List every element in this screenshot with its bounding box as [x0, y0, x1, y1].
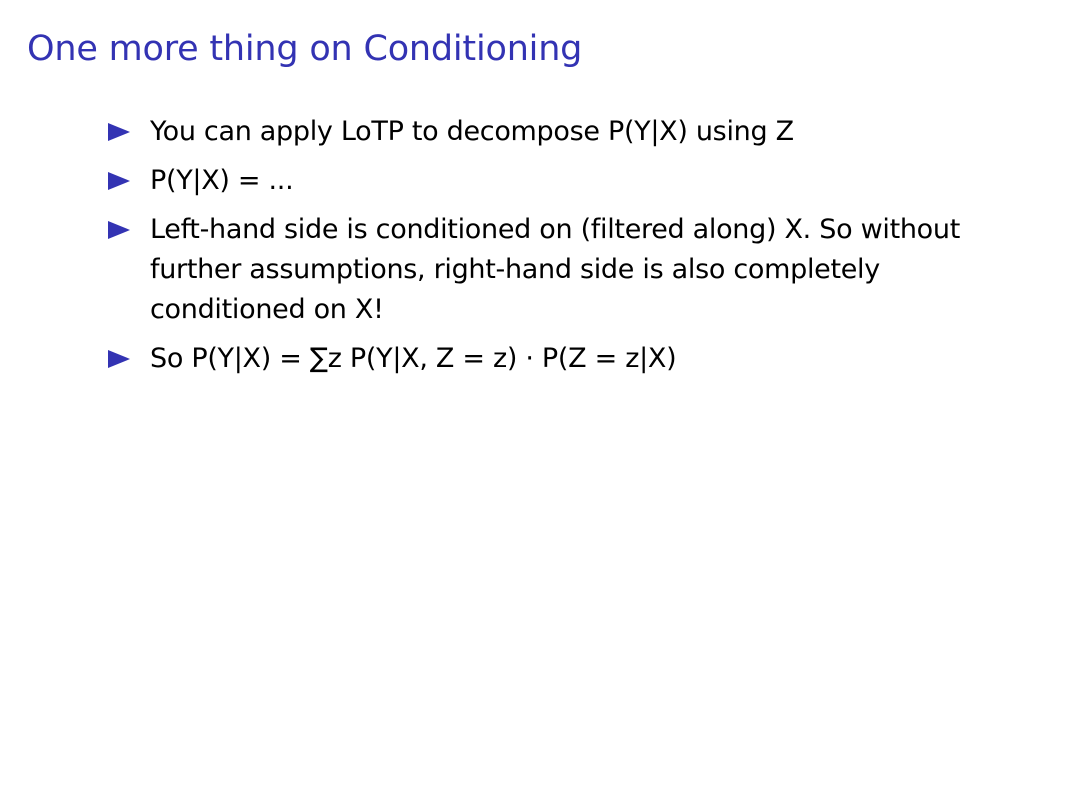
- bullet-text: So P(Y|X) = ∑z P(Y|X, Z = z) · P(Z = z|X): [150, 343, 677, 374]
- triangle-right-icon: [108, 161, 150, 201]
- bullet-text: P(Y|X) = ...: [150, 165, 294, 196]
- bullet-item: [108, 210, 968, 330]
- bullet-list: [108, 112, 968, 388]
- bullet-text: Left-hand side is conditioned on (filtered along) X. So without further assumptions, right-hand side is also completely conditioned on X!: [150, 214, 969, 325]
- bullet-item: [108, 339, 968, 379]
- triangle-right-icon: [108, 210, 150, 250]
- bullet-item: [108, 161, 968, 201]
- slide-title: One more thing on Conditioning: [27, 29, 583, 69]
- bullet-item: [108, 112, 968, 152]
- bullet-text: You can apply LoTP to decompose P(Y|X) using Z: [150, 116, 794, 147]
- triangle-right-icon: [108, 112, 150, 152]
- triangle-right-icon: [108, 339, 150, 379]
